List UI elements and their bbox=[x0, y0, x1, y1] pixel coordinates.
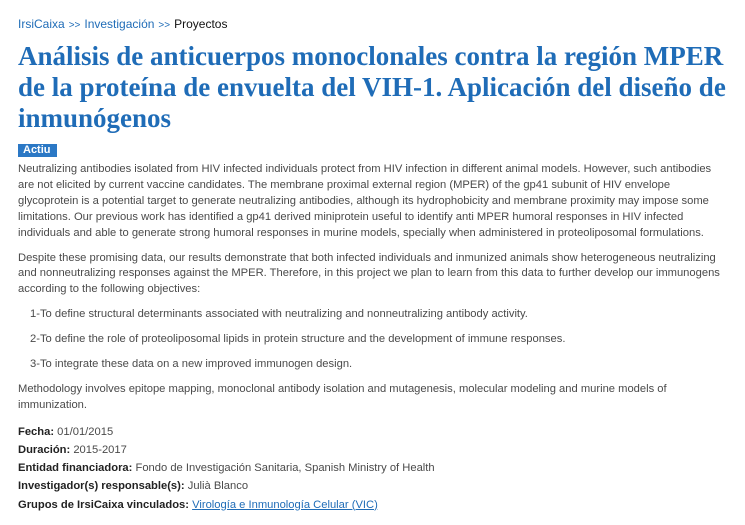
meta-label-duracion: Duración: bbox=[18, 443, 71, 456]
status-row bbox=[18, 144, 727, 162]
meta-label-investigador: Investigador(s) responsable(s): bbox=[18, 480, 185, 493]
description-paragraph-3: Methodology involves epitope mapping, monoclonal antibody isolation and mutagenesis, molecular modeling and murine models of immunization. bbox=[18, 382, 667, 411]
meta-row-fecha bbox=[18, 423, 727, 441]
breadcrumb-link-irsicaixa[interactable]: IrsiCaixa bbox=[18, 17, 65, 31]
objective-item-3: 3-To integrate these data on a new improved immunogen design. bbox=[30, 358, 353, 371]
meta-row-grupos bbox=[18, 496, 727, 514]
meta-label-entidad: Entidad financiadora: bbox=[18, 462, 133, 475]
breadcrumb bbox=[18, 17, 727, 33]
meta-value-entidad: Fondo de Investigación Sanitaria, Spanish Ministry of Health bbox=[135, 462, 435, 475]
breadcrumb-current: Proyectos bbox=[174, 17, 228, 31]
meta-value-duracion: 2015-2017 bbox=[73, 443, 127, 456]
breadcrumb-link-investigacion[interactable]: Investigación bbox=[84, 17, 155, 31]
meta-row-investigador bbox=[18, 477, 727, 495]
meta-value-fecha: 01/01/2015 bbox=[57, 425, 114, 438]
description-paragraph-2: Despite these promising data, our results demonstrate that both infected individuals and inmunized animals show heterogeneous neutralizing and nonneutralizing responses against the MPER. Therefore, in this project we plan to learn from this data to further develop our immunogens according to the following objectives: bbox=[18, 251, 720, 296]
breadcrumb-separator: >> bbox=[158, 20, 171, 31]
objective-item-2: 2-To define the role of proteoliposomal lipids in protein structure and the development of immune responses. bbox=[30, 333, 566, 346]
project-metadata bbox=[18, 423, 727, 514]
meta-label-grupos: Grupos de IrsiCaixa vinculados: bbox=[18, 498, 189, 511]
page-title: Análisis de anticuerpos monoclonales contra la región MPER de la proteína de envuelta del VIH-1. Aplicación del diseño de inmunógenos bbox=[18, 41, 726, 133]
project-description bbox=[18, 162, 727, 414]
meta-row-entidad bbox=[18, 459, 727, 477]
status-badge: Actiu bbox=[18, 144, 57, 157]
objective-item-1: 1-To define structural determinants associated with neutralizing and nonneutralizing antibody activity. bbox=[30, 308, 528, 321]
grupo-link-vic[interactable]: Virología e Inmunología Celular (VIC) bbox=[192, 498, 378, 511]
meta-value-investigador: Julià Blanco bbox=[187, 480, 249, 493]
meta-row-duracion bbox=[18, 441, 727, 459]
meta-label-fecha: Fecha: bbox=[18, 425, 55, 438]
description-paragraph-1: Neutralizing antibodies isolated from HIV infected individuals protect from HIV infection in different animal models. However, such antibodies are not elicited by current vaccine candidates. The membrane proximal external region (MPER) of the gp41 subunit of HIV envelope glycoprotein is a potential target to generate neutralizing antibodies, although its hydrophobicity and membrane proximity may impose some limitations. Our previous work has identified a gp41 derived miniprotein useful to identify anti MPER humoral responses in HIV infected individuals and able to generate strong humoral responses in murine models, specially when administered in proteoliposomal formulations. bbox=[18, 163, 712, 239]
breadcrumb-separator: >> bbox=[68, 20, 81, 31]
